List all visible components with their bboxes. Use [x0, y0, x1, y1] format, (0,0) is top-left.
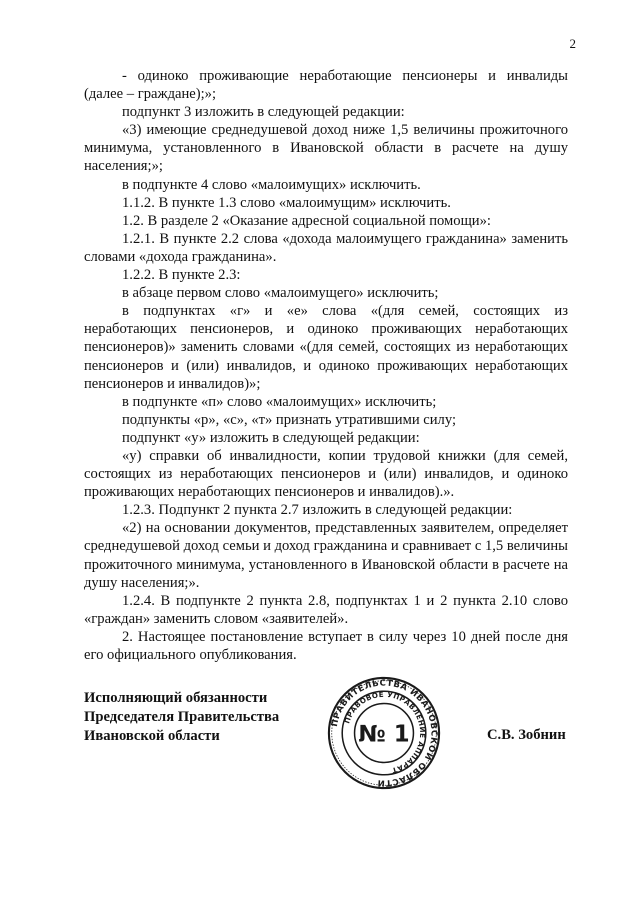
paragraph: 2. Настоящее постановление вступает в силу через 10 дней после дня его официального опубликования.	[84, 628, 568, 663]
paragraph: «3) имеющие среднедушевой доход ниже 1,5 величины прожиточного минимума, установленного в Ивановской области в расчете на душу населения;»;	[84, 122, 568, 175]
paragraph: подпункт 3 изложить в следующей редакции:	[122, 104, 405, 121]
paragraph: в подпункте 4 слово «малоимущих» исключить.	[122, 176, 421, 193]
paragraph: - одиноко проживающие неработающие пенсионеры и инвалиды (далее – граждане);»;	[84, 68, 568, 103]
paragraph: 1.1.2. В пункте 1.3 слово «малоимущим» исключить.	[122, 194, 451, 211]
seal-outer-text: ПРАВИТЕЛЬСТВА ИВАНОВСКОЙ ОБЛАСТИ	[329, 678, 439, 788]
document-body	[84, 67, 568, 664]
paragraph: в абзаце первом слово «малоимущего» исключить;	[122, 285, 439, 302]
signatory-position	[84, 689, 279, 746]
paragraph: подпункты «р», «с», «т» признать утратившими силу;	[122, 411, 457, 428]
page-number: 2	[569, 36, 576, 51]
signatory-position-line: Председателя Правительства	[84, 709, 280, 725]
official-seal	[327, 676, 441, 790]
seal-inner-text: ПРАВОВОЕ УПРАВЛЕНИЕ АППАРАТ	[342, 689, 428, 776]
paragraph: 1.2.3. Подпункт 2 пункта 2.7 изложить в следующей редакции:	[122, 502, 513, 519]
paragraph: в подпункте «п» слово «малоимущих» исключить;	[122, 393, 437, 410]
paragraph: в подпунктах «г» и «е» слова «(для семей, состоящих из неработающих пенсионеров, и одиноко проживающих неработающих пенсионеров)» заменить словами «(для семей, состоящих из неработающих пенсионеров и (или) инвалидов, и одиноко проживающих неработающих пенсионеров и инвалидов)»;	[84, 303, 568, 392]
paragraph: 1.2. В разделе 2 «Оказание адресной социальной помощи»:	[122, 212, 491, 229]
paragraph: 1.2.2. В пункте 2.3:	[122, 267, 241, 284]
paragraph: «у) справки об инвалидности, копии трудовой книжки (для семей, состоящих из неработающих пенсионеров и (или) инвалидов, и одиноко проживающих неработающих пенсионеров и инвалидов).».	[84, 447, 568, 501]
signatory-position-line: Исполняющий обязанности	[84, 690, 268, 706]
paragraph: «2) на основании документов, представленных заявителем, определяет среднедушевой доход семьи и доход гражданина и сравнивает с 1,5 величины прожиточного минимума, установленного в Ивановской области в расчете на душу населения;».	[84, 520, 568, 591]
paragraph: 1.2.4. В подпункте 2 пункта 2.8, подпунктах 1 и 2 пункта 2.10 слово «граждан» заменить словом «заявителей».	[84, 592, 568, 627]
paragraph: 1.2.1. В пункте 2.2 слова «дохода малоимущего гражданина» заменить словами «дохода гражданина».	[84, 230, 568, 265]
signatory-name: С.В. Зобнин	[487, 727, 566, 743]
seal-number: № 1	[358, 721, 410, 748]
signatory-position-line: Ивановской области	[84, 728, 220, 744]
paragraph: подпункт «у» изложить в следующей редакции:	[122, 429, 420, 446]
